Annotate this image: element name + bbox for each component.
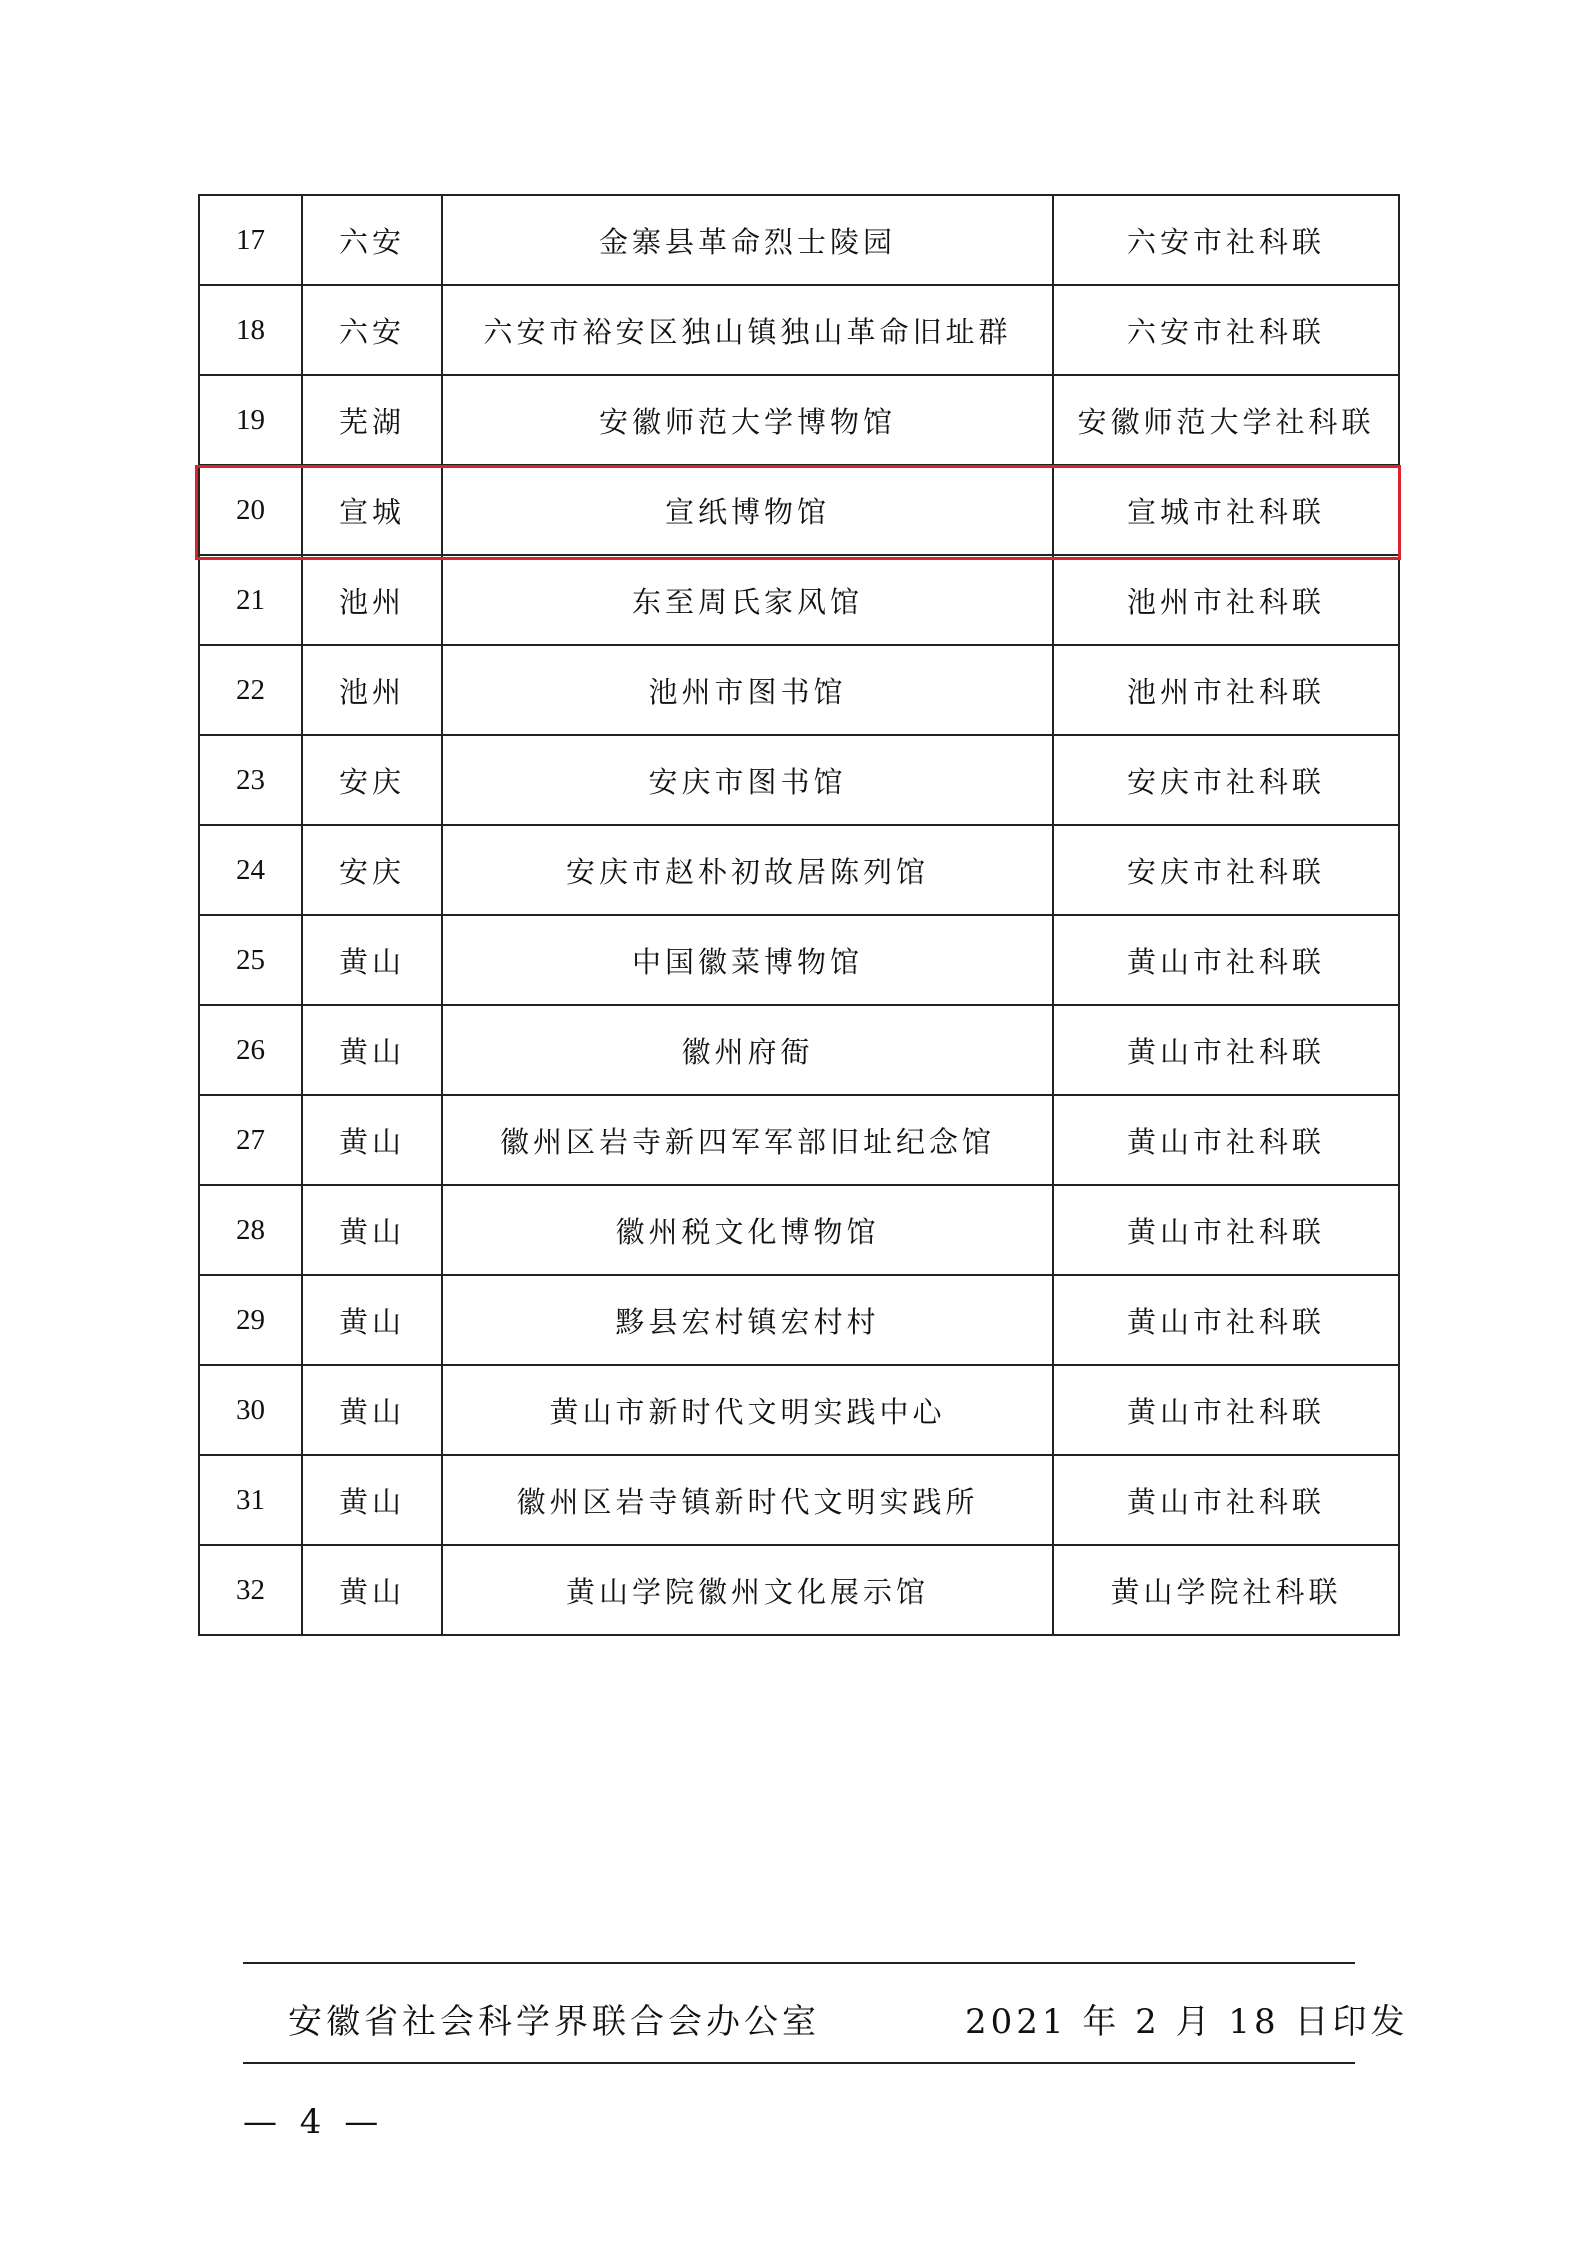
row-organization: 黄山学院社科联 — [1053, 1545, 1399, 1635]
row-number: 31 — [199, 1455, 302, 1545]
row-number: 28 — [199, 1185, 302, 1275]
footer-rule-bottom — [243, 2062, 1355, 2064]
row-organization: 宣城市社科联 — [1053, 465, 1399, 555]
row-number: 27 — [199, 1095, 302, 1185]
row-venue-name: 东至周氏家风馆 — [442, 555, 1053, 645]
table-row — [199, 1545, 1399, 1635]
row-venue-name: 黄山市新时代文明实践中心 — [442, 1365, 1053, 1455]
table-row — [199, 1365, 1399, 1455]
footer-rule-top — [243, 1962, 1355, 1964]
table-row — [199, 1005, 1399, 1095]
footer-issue-date: 2021 年 2 月 18 日印发 — [965, 2002, 1409, 2042]
row-city: 黄山 — [302, 1185, 442, 1275]
row-city: 池州 — [302, 645, 442, 735]
row-organization: 黄山市社科联 — [1053, 1455, 1399, 1545]
row-number: 18 — [199, 285, 302, 375]
table-row — [199, 375, 1399, 465]
row-venue-name: 徽州区岩寺新四军军部旧址纪念馆 — [442, 1095, 1053, 1185]
row-city: 黄山 — [302, 1455, 442, 1545]
row-organization: 黄山市社科联 — [1053, 1005, 1399, 1095]
row-venue-name: 黄山学院徽州文化展示馆 — [442, 1545, 1053, 1635]
venue-list-table — [198, 194, 1400, 1636]
table-row — [199, 465, 1399, 555]
row-organization: 六安市社科联 — [1053, 285, 1399, 375]
row-city: 黄山 — [302, 1365, 442, 1455]
table-row — [199, 1095, 1399, 1185]
table-row — [199, 1275, 1399, 1365]
table-row — [199, 195, 1399, 285]
row-venue-name: 黟县宏村镇宏村村 — [442, 1275, 1053, 1365]
row-organization: 安徽师范大学社科联 — [1053, 375, 1399, 465]
row-organization: 黄山市社科联 — [1053, 1275, 1399, 1365]
row-organization: 黄山市社科联 — [1053, 1095, 1399, 1185]
table-row — [199, 645, 1399, 735]
row-organization: 安庆市社科联 — [1053, 825, 1399, 915]
row-city: 安庆 — [302, 825, 442, 915]
row-city: 黄山 — [302, 915, 442, 1005]
table-row — [199, 285, 1399, 375]
row-organization: 黄山市社科联 — [1053, 1185, 1399, 1275]
table-row — [199, 735, 1399, 825]
row-venue-name: 徽州区岩寺镇新时代文明实践所 — [442, 1455, 1053, 1545]
table-row — [199, 825, 1399, 915]
row-number: 32 — [199, 1545, 302, 1635]
row-city: 安庆 — [302, 735, 442, 825]
table-row — [199, 1185, 1399, 1275]
row-venue-name: 金寨县革命烈士陵园 — [442, 195, 1053, 285]
row-number: 21 — [199, 555, 302, 645]
row-number: 25 — [199, 915, 302, 1005]
row-organization: 池州市社科联 — [1053, 645, 1399, 735]
row-city: 六安 — [302, 285, 442, 375]
row-venue-name: 六安市裕安区独山镇独山革命旧址群 — [442, 285, 1053, 375]
footer-issuer: 安徽省社会科学界联合会办公室 — [288, 2002, 820, 2042]
row-organization: 黄山市社科联 — [1053, 915, 1399, 1005]
table-row — [199, 915, 1399, 1005]
row-city: 黄山 — [302, 1005, 442, 1095]
row-organization: 安庆市社科联 — [1053, 735, 1399, 825]
row-venue-name: 安庆市图书馆 — [442, 735, 1053, 825]
row-city: 六安 — [302, 195, 442, 285]
table-row — [199, 1455, 1399, 1545]
row-number: 29 — [199, 1275, 302, 1365]
row-city: 池州 — [302, 555, 442, 645]
row-number: 17 — [199, 195, 302, 285]
row-number: 19 — [199, 375, 302, 465]
row-number: 22 — [199, 645, 302, 735]
table-body — [199, 195, 1399, 1635]
row-number: 30 — [199, 1365, 302, 1455]
row-number: 24 — [199, 825, 302, 915]
row-venue-name: 徽州府衙 — [442, 1005, 1053, 1095]
row-number: 20 — [199, 465, 302, 555]
row-organization: 六安市社科联 — [1053, 195, 1399, 285]
row-city: 宣城 — [302, 465, 442, 555]
row-organization: 池州市社科联 — [1053, 555, 1399, 645]
table-row — [199, 555, 1399, 645]
row-city: 黄山 — [302, 1275, 442, 1365]
row-city: 黄山 — [302, 1545, 442, 1635]
row-venue-name: 徽州税文化博物馆 — [442, 1185, 1053, 1275]
row-city: 黄山 — [302, 1095, 442, 1185]
row-venue-name: 中国徽菜博物馆 — [442, 915, 1053, 1005]
row-venue-name: 安庆市赵朴初故居陈列馆 — [442, 825, 1053, 915]
row-venue-name: 安徽师范大学博物馆 — [442, 375, 1053, 465]
row-number: 23 — [199, 735, 302, 825]
row-venue-name: 池州市图书馆 — [442, 645, 1053, 735]
page-number: — 4 — — [243, 2102, 385, 2142]
row-city: 芜湖 — [302, 375, 442, 465]
row-venue-name: 宣纸博物馆 — [442, 465, 1053, 555]
row-number: 26 — [199, 1005, 302, 1095]
row-organization: 黄山市社科联 — [1053, 1365, 1399, 1455]
